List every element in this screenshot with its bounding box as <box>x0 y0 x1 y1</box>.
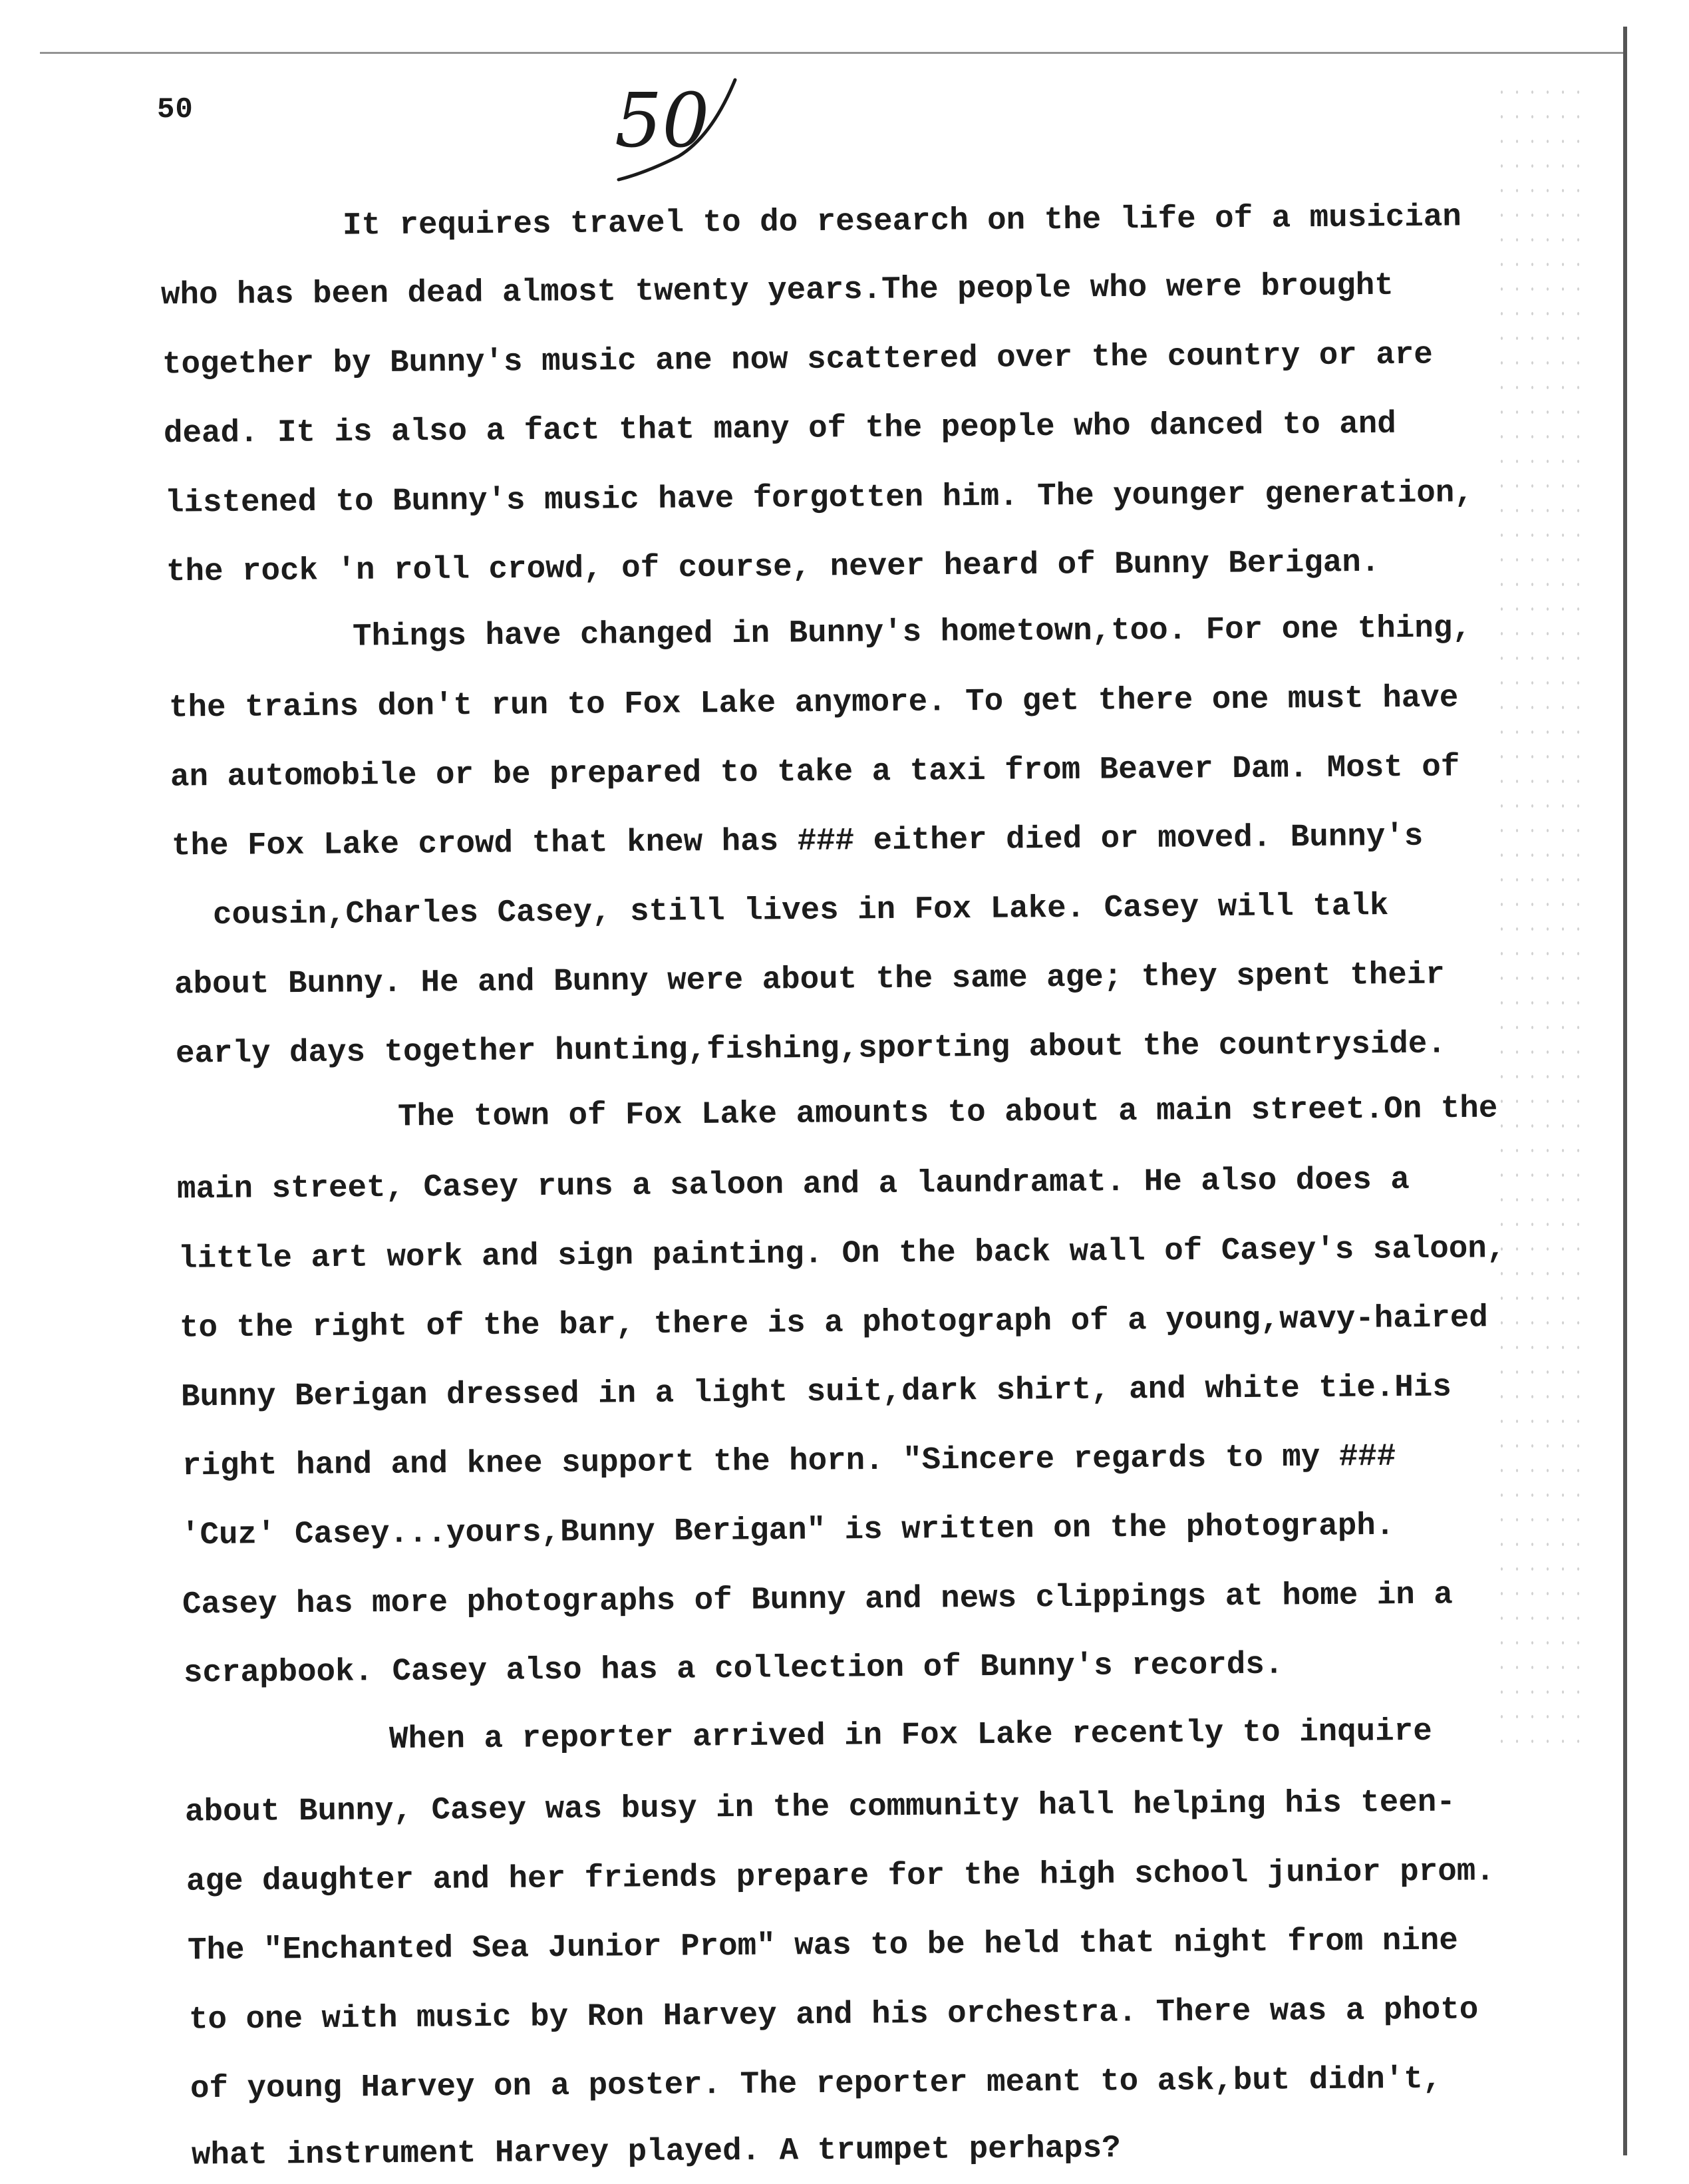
text-line: the Fox Lake crowd that knew has ### either died or moved. Bunny's <box>171 818 1424 865</box>
page-number: 50 <box>157 93 194 126</box>
text-line: an automobile or be prepared to take a taxi from Beaver Dam. Most of <box>170 749 1460 796</box>
text-line: cousin,Charles Casey, still lives in Fox Lake. Casey will talk <box>212 888 1389 933</box>
handwritten-page-number <box>599 60 745 186</box>
text-line: main street, Casey runs a saloon and a laundramat. He also does a <box>176 1162 1410 1208</box>
text-line: Bunny Berigan dressed in a light suit,dark shirt, and white tie.His <box>180 1369 1452 1416</box>
text-line: the trains don't run to Fox Lake anymore. To get there one must have <box>168 680 1459 726</box>
text-line: listened to Bunny's music have forgotten him. The younger generation, <box>164 475 1474 522</box>
text-line: scrapbook. Casey also has a collection of Bunny's records. <box>183 1646 1284 1692</box>
text-line: little art work and sign painting. On the back wall of Casey's saloon, <box>178 1231 1506 1277</box>
scan-right-edge <box>1623 27 1627 2155</box>
text-line: It requires travel to do research on the life of a musician <box>342 199 1461 244</box>
text-line: of young Harvey on a poster. The reporter meant to ask,but didn't, <box>190 2061 1442 2107</box>
scan-top-rule <box>40 52 1623 54</box>
handwritten-page-number-text: 50 <box>615 78 710 164</box>
text-line: who has been dead almost twenty years.The people who were brought <box>160 267 1394 314</box>
text-line: early days together hunting,fishing,sporting about the countryside. <box>175 1026 1446 1072</box>
text-line: to the right of the bar, there is a photograph of a young,wavy-haired <box>179 1300 1489 1346</box>
text-line: about Bunny, Casey was busy in the community hall helping his teen- <box>184 1784 1456 1831</box>
text-line: together by Bunny's music ane now scattered over the country or are <box>162 337 1433 383</box>
text-line: 'Cuz' Casey...yours,Bunny Berigan" is written on the photograph. <box>180 1507 1395 1554</box>
text-line: The town of Fox Lake amounts to about a main street.On the <box>397 1090 1498 1136</box>
text-line: what instrument Harvey played. A trumpet perhaps? <box>191 2130 1121 2174</box>
text-line: Casey has more photographs of Bunny and news clippings at home in a <box>182 1577 1453 1623</box>
text-line: Things have changed in Bunny's hometown,too. For one thing, <box>352 610 1471 655</box>
text-line: about Bunny. He and Bunny were about the same age; they spent their <box>174 957 1445 1003</box>
text-line: the rock 'n roll crowd, of course, never heard of Bunny Berigan. <box>166 544 1380 591</box>
text-line: right hand and knee support the horn. "Sincere regards to my ### <box>182 1438 1396 1485</box>
text-line: dead. It is also a fact that many of the people who danced to and <box>163 406 1396 452</box>
text-line: The "Enchanted Sea Junior Prom" was to be held that night from nine <box>187 1923 1458 1969</box>
text-line: to one with music by Ron Harvey and his orchestra. There was a photo <box>188 1992 1479 2038</box>
text-line: age daughter and her friends prepare for the high school junior prom. <box>186 1853 1495 1900</box>
text-line: When a reporter arrived in Fox Lake recently to inquire <box>388 1713 1432 1758</box>
scan-speckle-noise <box>1494 80 1587 1743</box>
